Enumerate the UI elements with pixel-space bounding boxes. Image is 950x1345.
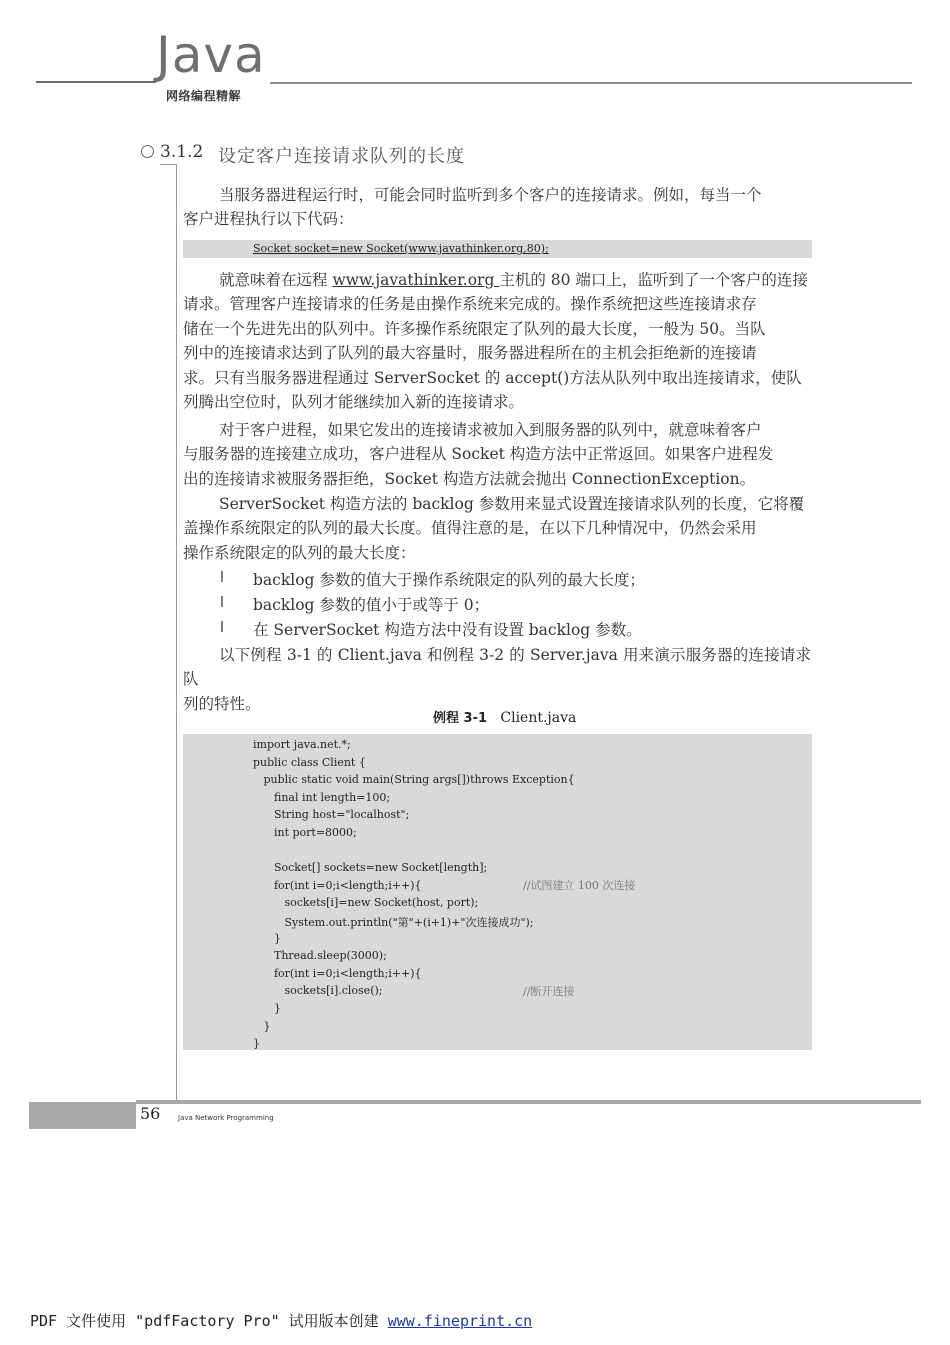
text-line: 与服务器的连接建立成功，客户进程从 Socket 构造方法中正常返回。如果客户进程发	[183, 445, 774, 464]
footer-label: Java Network Programming	[178, 1114, 274, 1122]
text-line: 对于客户进程，如果它发出的连接请求被加入到服务器的队列中，就意味着客户	[219, 421, 762, 439]
code-listing	[183, 734, 812, 1050]
section-circle-icon	[141, 145, 154, 158]
code-comment: //试图建立 100 次连接	[523, 879, 636, 892]
text-line: 当服务器进程运行时，可能会同时监听到多个客户的连接请求。例如，每当一个	[219, 186, 762, 204]
text-line: 储在一个先进先出的队列中。许多操作系统限定了队列的最大长度，一般为 50。当队	[183, 319, 766, 338]
book-subtitle: 网络编程精解	[166, 89, 242, 103]
margin-line	[176, 165, 177, 1100]
pdf-factory-note	[30, 1310, 532, 1331]
code-line: sockets[i]=new Socket(host, port);	[253, 896, 479, 910]
text-line: 请求。管理客户连接请求的任务是由操作系统来完成的。操作系统把这些连接请求存	[183, 295, 757, 314]
text-line: 求。只有当服务器进程通过 ServerSocket 的 accept()方法从队列中取出连接请求，使队	[183, 368, 802, 387]
code-line: String host="localhost";	[253, 808, 410, 822]
text-line	[183, 268, 811, 292]
header-rule-left	[36, 81, 156, 83]
paragraph-1	[183, 183, 811, 232]
code-line: int port=8000;	[253, 826, 357, 839]
text-line: 列腾出空位时，队列才能继续加入新的连接请求。	[183, 393, 525, 412]
example-caption	[433, 707, 576, 726]
section-number: 3.1.2	[160, 142, 204, 162]
header-rule-right	[270, 82, 912, 84]
javathinker-link[interactable]: www.javathinker.org	[332, 271, 500, 289]
bullet-item: 在 ServerSocket 构造方法中没有设置 backlog 参数。	[253, 621, 642, 639]
footer-bar	[29, 1102, 136, 1129]
fineprint-link[interactable]: www.fineprint.cn	[387, 1312, 533, 1330]
code-line: Socket[] sockets=new Socket[length];	[253, 861, 488, 875]
text-line: 列中的连接请求达到了队列的最大容量时，服务器进程所在的主机会拒绝新的连接请	[183, 344, 757, 363]
bullet-marker: l	[220, 570, 224, 586]
paragraph-5	[183, 643, 811, 716]
text-line: 操作系统限定的队列的最大长度：	[183, 543, 416, 562]
code-line: import java.net.*;	[253, 738, 351, 751]
bullet-item: backlog 参数的值小于或等于 0；	[253, 596, 490, 614]
bullet-item: backlog 参数的值大于操作系统限定的队列的最大长度；	[253, 571, 645, 589]
margin-tick	[160, 164, 177, 165]
code-line: for(int i=0;i<length;i++){	[253, 878, 422, 892]
code-line: }	[253, 1019, 271, 1033]
text-span: 就意味着在远程	[219, 271, 333, 289]
code-line: }	[253, 1037, 260, 1051]
text-line: 客户进程执行以下代码：	[183, 210, 354, 229]
footer-rule	[136, 1100, 921, 1104]
code-line: Thread.sleep(3000);	[253, 949, 387, 963]
code-line: sockets[i].close();	[253, 984, 383, 998]
text-span: 主机的 80 端口上，监听到了一个客户的连接	[499, 271, 808, 289]
pdf-note-text: PDF 文件使用 "pdfFactory Pro" 试用版本创建	[30, 1312, 388, 1330]
text-line: 列的特性。	[183, 694, 261, 713]
paragraph-2	[183, 268, 811, 414]
code-line: }	[253, 931, 281, 945]
page-number: 56	[140, 1104, 161, 1123]
text-line: 以下例程 3-1 的 Client.java 和例程 3-2 的 Server.java 用来演示服务器的连接请求队	[183, 646, 811, 689]
code-snippet	[183, 240, 812, 258]
code-line: for(int i=0;i<length;i++){	[253, 966, 422, 980]
code-line: public class Client {	[253, 755, 366, 769]
paragraph-3	[183, 418, 811, 491]
java-logo: Java	[156, 26, 266, 84]
code-line: public static void main(String args[])throws Exception{	[253, 773, 575, 787]
text-line: ServerSocket 构造方法的 backlog 参数用来显式设置连接请求队列的长度，它将覆	[219, 495, 805, 513]
code-line: }	[253, 1002, 281, 1015]
example-label: 例程 3-1	[433, 711, 488, 726]
paragraph-4	[183, 492, 811, 565]
bullet-marker: l	[220, 595, 224, 611]
text-line: 出的连接请求被服务器拒绝，Socket 构造方法就会抛出 ConnectionException。	[183, 469, 756, 488]
bullet-marker: l	[220, 620, 224, 636]
text-line: 盖操作系统限定的队列的最大长度。值得注意的是，在以下几种情况中，仍然会采用	[183, 519, 757, 538]
section-title: 设定客户连接请求队列的长度	[218, 146, 465, 167]
code-line: System.out.println("第"+(i+1)+"次连接成功");	[253, 916, 534, 929]
code-comment: //断开连接	[523, 985, 575, 998]
code-line: final int length=100;	[253, 790, 391, 804]
example-file: Client.java	[500, 710, 577, 726]
code-line: Socket socket=new Socket(www.javathinker.org,80);	[253, 242, 549, 255]
